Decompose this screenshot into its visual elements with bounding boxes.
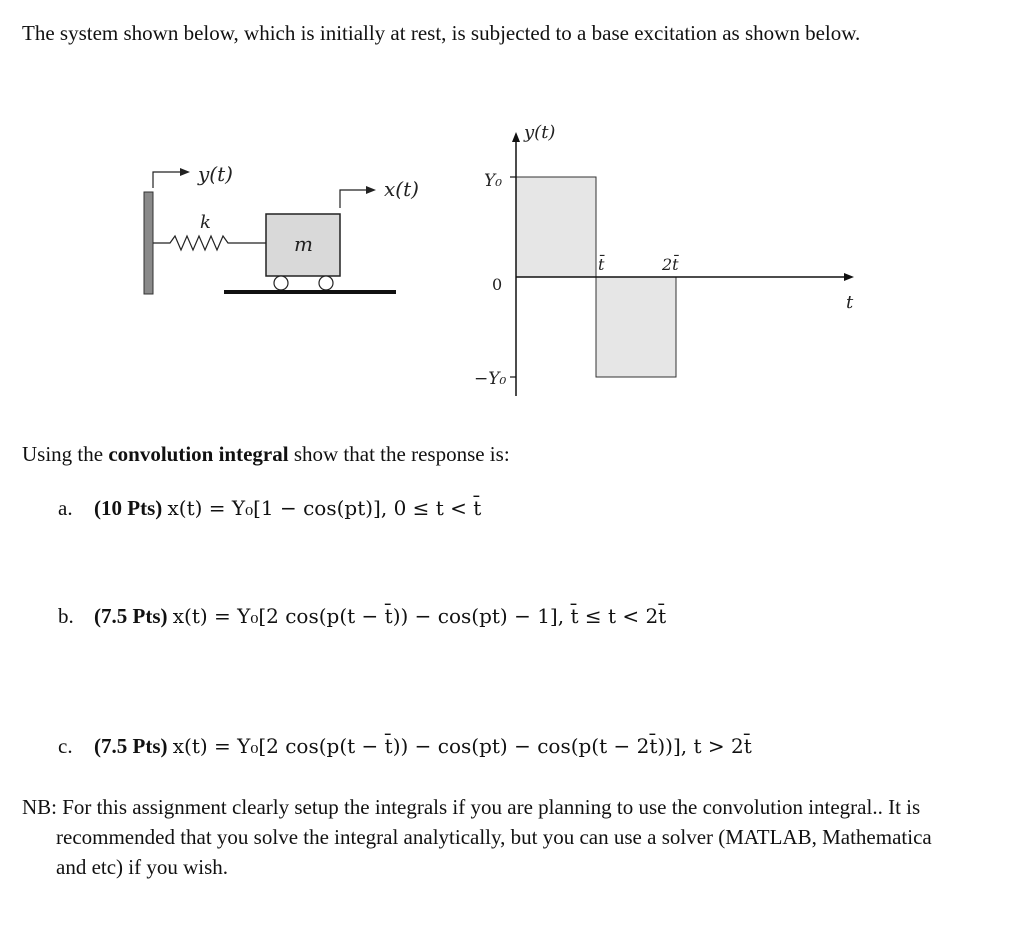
wall (144, 192, 153, 294)
tick-y-zero: 0 (492, 275, 503, 294)
spring (153, 236, 266, 250)
item-c-label: c. (58, 734, 73, 758)
y-arrow (153, 172, 182, 188)
plot-x-axis-label: t (846, 292, 854, 313)
x-label: x(t) (384, 177, 419, 201)
spring-label: k (200, 212, 211, 233)
item-c-formula: x(t) = Y₀[2 cos(p(t − t̄)) − cos(pt) − cos(p(t − 2t̄))], t > 2t̄ (172, 734, 752, 758)
item-b-formula: x(t) = Y₀[2 cos(p(t − t̄)) − cos(pt) − 1], t̄ ≤ t < 2t̄ (172, 604, 667, 628)
tick-x-tbar: t̄ (598, 255, 605, 274)
item-b-label: b. (58, 604, 74, 628)
wheel-left (274, 276, 288, 290)
nb-note: NB: For this assignment clearly setup the integrals if you are planning to use the convolution integral.. It is recommended that you solve the integral analytically, but you can use a solver (MATLAB, Mathematica and etc) if you wish. (22, 795, 932, 879)
x-arrow (340, 190, 368, 208)
item-c-pts: (7.5 Pts) (94, 734, 168, 758)
tick-y-top: Y₀ (484, 171, 503, 191)
prompt-line (22, 442, 510, 467)
item-b-pts: (7.5 Pts) (94, 604, 168, 628)
intro-text: The system shown below, which is initially at rest, is subjected to a base excitation as shown below. (22, 21, 861, 45)
tick-y-bottom: −Y₀ (474, 369, 507, 389)
prompt-pre: Using the (22, 442, 109, 466)
item-c (58, 734, 752, 759)
plot-y-axis-label: y(t) (524, 122, 556, 143)
tick-x-2tbar: 2t̄ (662, 255, 679, 274)
mass-spring-figure (130, 150, 420, 310)
prompt-post: show that the response is: (288, 442, 510, 466)
y-label: y(t) (198, 162, 233, 186)
item-a-formula: x(t) = Y₀[1 − cos(pt)], 0 ≤ t < t̄ (167, 496, 482, 520)
item-a-label: a. (58, 496, 73, 520)
wheel-right (319, 276, 333, 290)
item-a-pts: (10 Pts) (94, 496, 163, 520)
excitation-plot (460, 118, 870, 408)
mass-label: m (294, 232, 313, 256)
prompt-bold: convolution integral (108, 442, 289, 466)
ground (224, 290, 396, 294)
pulse-segment-1 (516, 177, 596, 277)
item-b (58, 604, 666, 629)
item-a (58, 496, 481, 521)
pulse-segment-2 (596, 277, 676, 377)
